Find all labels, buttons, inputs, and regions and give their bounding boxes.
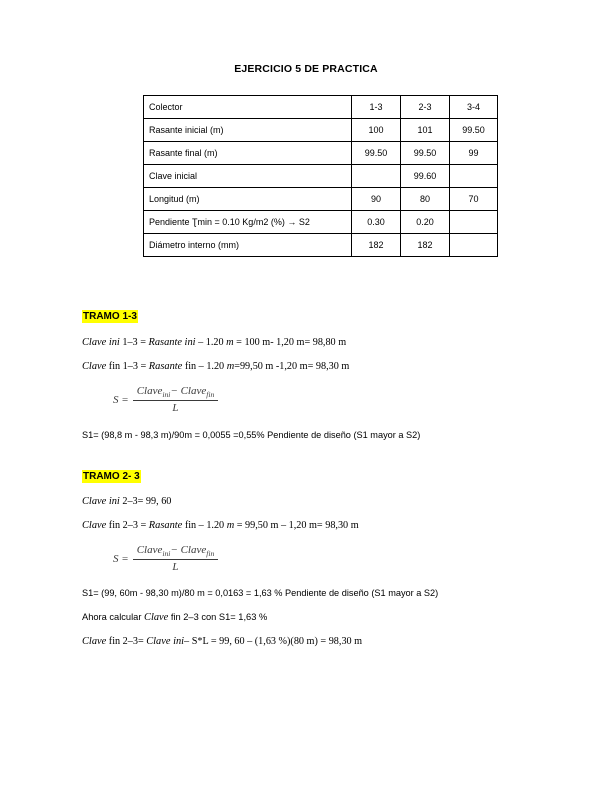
tramo-2-3-heading bbox=[82, 471, 542, 482]
tramo-2-3-next-step-line bbox=[82, 613, 542, 623]
cell-value bbox=[450, 165, 498, 188]
cell-value: 90 bbox=[352, 188, 401, 211]
tramo-1-3-clave-fin-line bbox=[82, 362, 542, 372]
unit-m-symbol: m bbox=[226, 361, 235, 372]
cell-value: 80 bbox=[401, 188, 450, 211]
clave-term: Clave bbox=[82, 520, 107, 531]
cell-value: 101 bbox=[401, 119, 450, 142]
rasante-term: Rasante bbox=[148, 361, 183, 372]
formula-numerator bbox=[133, 385, 219, 401]
formula-fraction bbox=[133, 385, 219, 414]
cell-value: 100 bbox=[352, 119, 401, 142]
clave-ini-term: Clave ini bbox=[82, 337, 120, 348]
table-body bbox=[144, 96, 498, 257]
clave-fin-calc: =99,50 m -1,20 m= 98,30 m bbox=[234, 361, 350, 372]
next-step-prefix: Ahora calcular bbox=[82, 612, 145, 622]
formula-denominator: L bbox=[172, 402, 179, 415]
clave-fin-calc: = 99,50 m – 1,20 m= 98,30 m bbox=[234, 520, 359, 531]
clave-term: Clave bbox=[82, 361, 107, 372]
cell-value: 1-3 bbox=[352, 96, 401, 119]
numerator-clave-ini-subscript: ini bbox=[162, 390, 171, 400]
formula-lhs: S = bbox=[113, 393, 129, 406]
cell-value: 99.50 bbox=[450, 119, 498, 142]
cell-value: 99 bbox=[450, 142, 498, 165]
cell-value: 70 bbox=[450, 188, 498, 211]
numerator-clave-fin-subscript: fin bbox=[206, 390, 215, 400]
tramo-1-3-heading bbox=[82, 311, 542, 322]
row-label: Pendiente Ʈmin = 0.10 Kg/m2 (%) → S2 bbox=[144, 211, 352, 234]
unit-m-symbol: m bbox=[226, 520, 235, 531]
clave-fin-offset: fin – 1.20 bbox=[182, 520, 227, 531]
clave-ini-value: 2–3= 99, 60 bbox=[119, 496, 172, 507]
collector-data-table bbox=[143, 95, 498, 257]
row-label: Clave inicial bbox=[144, 165, 352, 188]
tramo-2-3-clave-ini-line bbox=[82, 497, 542, 507]
row-label: Diámetro interno (mm) bbox=[144, 234, 352, 257]
formula-lhs: S = bbox=[113, 552, 129, 565]
tramo-2-3-clave-fin-line bbox=[82, 521, 542, 531]
cell-value bbox=[450, 234, 498, 257]
numerator-clave-fin: Clave bbox=[180, 544, 207, 556]
clave-fin-ids: fin 2–3 = bbox=[106, 520, 149, 531]
cell-value: 0.30 bbox=[352, 211, 401, 234]
row-label: Longitud (m) bbox=[144, 188, 352, 211]
cell-value: 99.60 bbox=[401, 165, 450, 188]
clave-fin-ids: fin 1–3 = bbox=[106, 361, 149, 372]
clave-fin-ids: fin 2–3= bbox=[106, 636, 147, 647]
rasante-ini-term: Rasante ini bbox=[148, 337, 196, 348]
clave-ini-term: Clave ini bbox=[82, 496, 120, 507]
rasante-term: Rasante bbox=[148, 520, 183, 531]
table-row bbox=[144, 119, 498, 142]
cell-value: 0.20 bbox=[401, 211, 450, 234]
clave-fin-final-calc: – S*L = 99, 60 – (1,63 %)(80 m) = 98,30 m bbox=[184, 636, 363, 647]
clave-ini-term: Clave ini bbox=[146, 636, 185, 647]
numerator-operator: − bbox=[170, 544, 178, 556]
tramo-2-3-clave-fin-final-line bbox=[82, 637, 542, 647]
numerator-clave-fin-subscript: fin bbox=[206, 549, 215, 559]
table-row bbox=[144, 188, 498, 211]
clave-ini-calc: = 100 m- 1,20 m= 98,80 m bbox=[233, 337, 347, 348]
tramo-2-3-heading-text: TRAMO 2- 3 bbox=[83, 471, 140, 482]
next-step-suffix: fin 2–3 con S1= 1,63 % bbox=[168, 612, 268, 622]
numerator-operator: − bbox=[170, 385, 178, 397]
numerator-clave-ini-subscript: ini bbox=[162, 549, 171, 559]
cell-value: 2-3 bbox=[401, 96, 450, 119]
row-label: Rasante inicial (m) bbox=[144, 119, 352, 142]
formula-fraction bbox=[133, 544, 219, 573]
row-label: Rasante final (m) bbox=[144, 142, 352, 165]
formula-numerator bbox=[133, 544, 219, 560]
row-label: Colector bbox=[144, 96, 352, 119]
cell-value: 182 bbox=[352, 234, 401, 257]
unit-m-symbol: m bbox=[226, 337, 234, 348]
clave-ini-ids: 1–3 = bbox=[119, 337, 149, 348]
tramo-1-3-clave-ini-line bbox=[82, 338, 542, 348]
numerator-clave-fin: Clave bbox=[180, 385, 207, 397]
cell-value: 99.50 bbox=[352, 142, 401, 165]
slope-formula-tramo-1-3 bbox=[113, 385, 218, 414]
numerator-clave-ini: Clave bbox=[136, 544, 163, 556]
table-row bbox=[144, 234, 498, 257]
cell-value: 99.50 bbox=[401, 142, 450, 165]
cell-value bbox=[450, 211, 498, 234]
cell-value: 3-4 bbox=[450, 96, 498, 119]
table-row bbox=[144, 211, 498, 234]
clave-term: Clave bbox=[144, 612, 169, 623]
table-row bbox=[144, 142, 498, 165]
clave-term: Clave bbox=[82, 636, 107, 647]
clave-ini-offset: – 1.20 bbox=[195, 337, 227, 348]
tramo-2-3-result: S1= (99, 60m - 98,30 m)/80 m = 0,0163 = 1,63 % Pendiente de diseño (S1 mayor a S2) bbox=[82, 588, 439, 598]
slope-formula-tramo-2-3 bbox=[113, 544, 218, 573]
table-row bbox=[144, 96, 498, 119]
formula-denominator: L bbox=[172, 561, 179, 574]
page-title: EJERCICIO 5 DE PRACTICA bbox=[234, 63, 378, 75]
clave-fin-offset: fin – 1.20 bbox=[182, 361, 227, 372]
table-row bbox=[144, 165, 498, 188]
numerator-clave-ini: Clave bbox=[136, 385, 163, 397]
cell-value bbox=[352, 165, 401, 188]
cell-value: 182 bbox=[401, 234, 450, 257]
tramo-1-3-result: S1= (98,8 m - 98,3 m)/90m = 0,0055 =0,55% Pendiente de diseño (S1 mayor a S2) bbox=[82, 430, 421, 440]
tramo-1-3-heading-text: TRAMO 1-3 bbox=[83, 311, 137, 322]
